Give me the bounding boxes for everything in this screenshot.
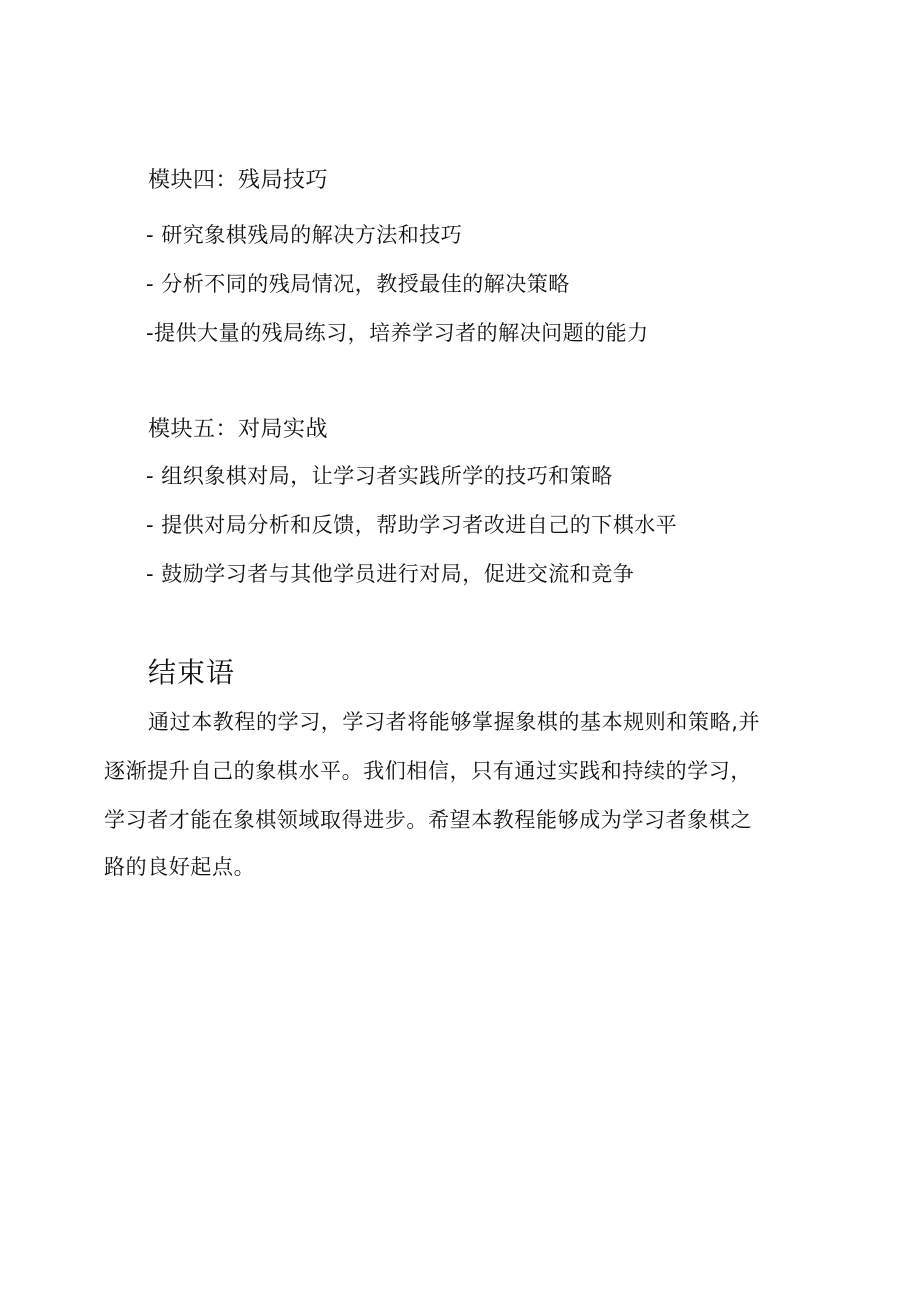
module-five-item-1: - 组织象棋对局，让学习者实践所学的技巧和策略 bbox=[146, 464, 613, 488]
conclusion-paragraph-line-2: 逐渐提升自己的象棋水平。我们相信，只有通过实践和持续的学习， bbox=[104, 759, 752, 783]
module-four-title: 模块四：残局技巧 bbox=[148, 168, 329, 193]
conclusion-paragraph-line-4: 路的良好起点。 bbox=[104, 855, 256, 879]
conclusion-paragraph-line-3: 学习者才能在象棋领域取得进步。希望本教程能够成为学习者象棋之 bbox=[104, 808, 752, 832]
module-five-title: 模块五：对局实战 bbox=[148, 417, 329, 442]
conclusion-heading: 结束语 bbox=[148, 656, 236, 689]
module-five-item-3: - 鼓励学习者与其他学员进行对局，促进交流和竞争 bbox=[146, 562, 635, 586]
conclusion-paragraph-line-1: 通过本教程的学习，学习者将能够掌握象棋的基本规则和策略,并 bbox=[148, 710, 761, 734]
module-four-item-3: -提供大量的残局练习，培养学习者的解决问题的能力 bbox=[146, 321, 649, 345]
module-four-item-1: - 研究象棋残局的解决方法和技巧 bbox=[146, 223, 463, 247]
module-five-item-2: - 提供对局分析和反馈，帮助学习者改进自己的下棋水平 bbox=[146, 513, 678, 537]
module-four-item-2: - 分析不同的残局情况，教授最佳的解决策略 bbox=[146, 272, 570, 296]
